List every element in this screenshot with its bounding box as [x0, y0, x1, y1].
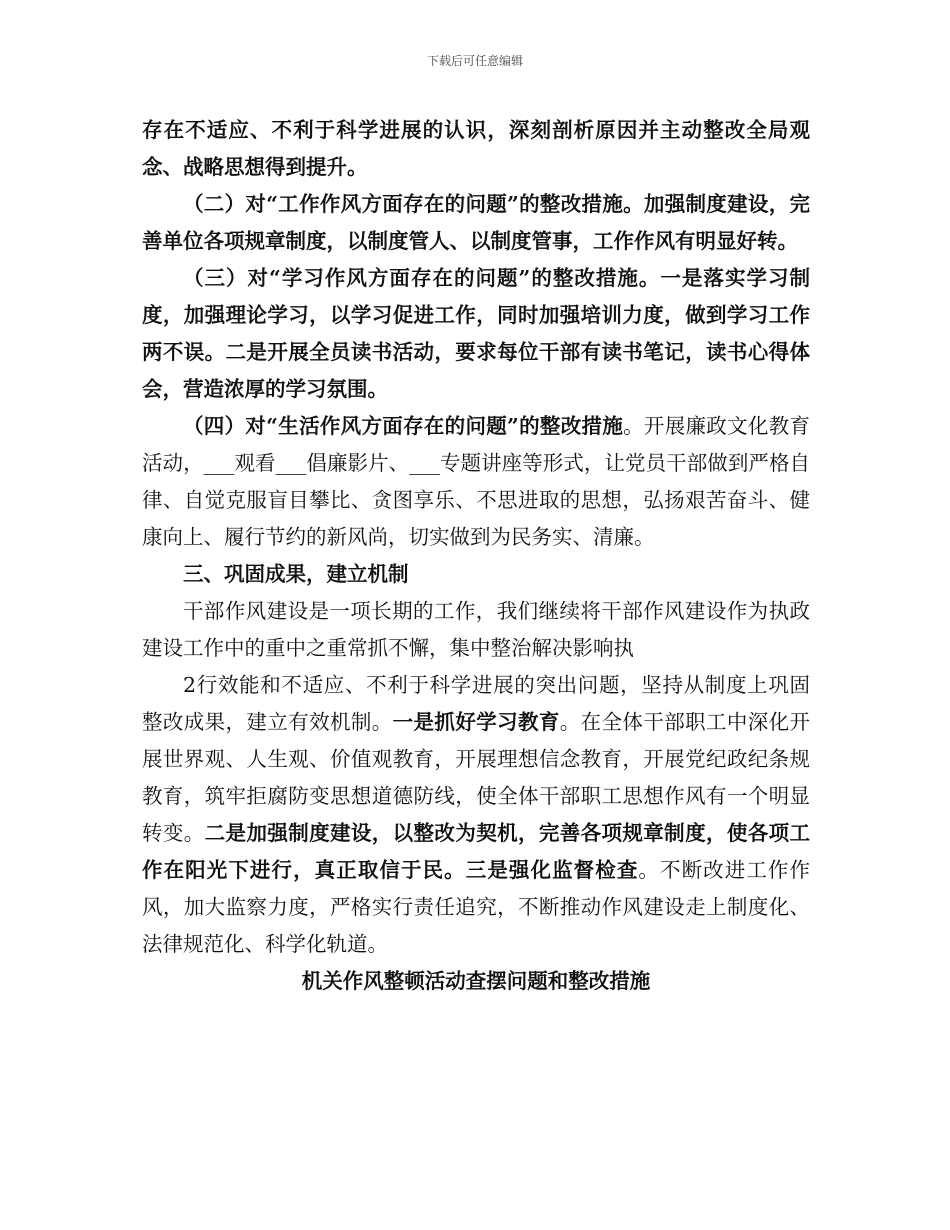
- mechanism-bold-1: 一是抓好学习教育: [392, 710, 560, 734]
- paragraph-life-style: [142, 408, 810, 556]
- paragraph-long-term-work: 干部作风建设是一项长期的工作，我们继续将干部作风建设作为执政建设工作中的重中之重常抓不懈，集中整治解决影响执: [142, 599, 810, 660]
- mechanism-bold-2: 二是加强制度建设，以整改为契机，完善各项规章制度，使各项工作在阳光下进行，真正取信于民。三是强化监督检查: [142, 821, 811, 882]
- page-header: 下载后可任意编辑: [426, 54, 523, 68]
- section-heading-consolidate: 三、巩固成果，建立机制: [183, 562, 409, 586]
- document-title: 机关作风整顿活动查摆问题和整改措施: [301, 969, 651, 993]
- paragraph-work-style: （二）对“工作作风方面存在的问题”的整改措施。加强制度建设，完善单位各项规章制度，以制度管人、以制度管事，工作作风有明显好转。: [142, 192, 810, 253]
- mechanism-text-3: 。不断改进工作作风，加大监察力度，严格实行责任追究，不断推动作风建设走上制度化、法律规范化、科学化轨道。: [142, 858, 811, 956]
- paragraph-life-style-heading: （四）对“生活作风方面存在的问题”的整改措施: [183, 414, 624, 438]
- paragraph-continuation: 存在不适应、不利于科学进展的认识，深刻剖析原因并主动整改全局观念、战略思想得到提升。: [142, 118, 810, 179]
- paragraph-study-style: （三）对“学习作风方面存在的问题”的整改措施。一是落实学习制度，加强理论学习，以学习促进工作，同时加强培训力度，做到学习工作两不误。二是开展全员读书活动，要求每位干部有读书笔记，读书心得体会，营造浓厚的学习氛围。: [142, 266, 810, 401]
- document-body: [142, 112, 810, 1000]
- paragraph-life-style-body: 。开展廉政文化教育活动，___观看___倡廉影片、___专题讲座等形式，让党员干部做到严格自律、自觉克服盲目攀比、贪图享乐、不思进取的思想，弘扬艰苦奋斗、健康向上、履行节约的新风尚，切实做到为民务实、清廉。: [142, 414, 810, 549]
- mechanism-text-1: 2行效能和不适应、不利于科学进展的突出问题，坚持从制度上巩固整改成果，建立有效机制。: [142, 673, 810, 734]
- mechanism-text-2: 。在全体干部职工中深化开展世界观、人生观、价值观教育，开展理想信念教育，开展党纪政纪条规教育，筑牢拒腐防变思想道德防线，使全体干部职工思想作风有一个明显转变。: [142, 710, 811, 845]
- paragraph-mechanism: [142, 667, 810, 963]
